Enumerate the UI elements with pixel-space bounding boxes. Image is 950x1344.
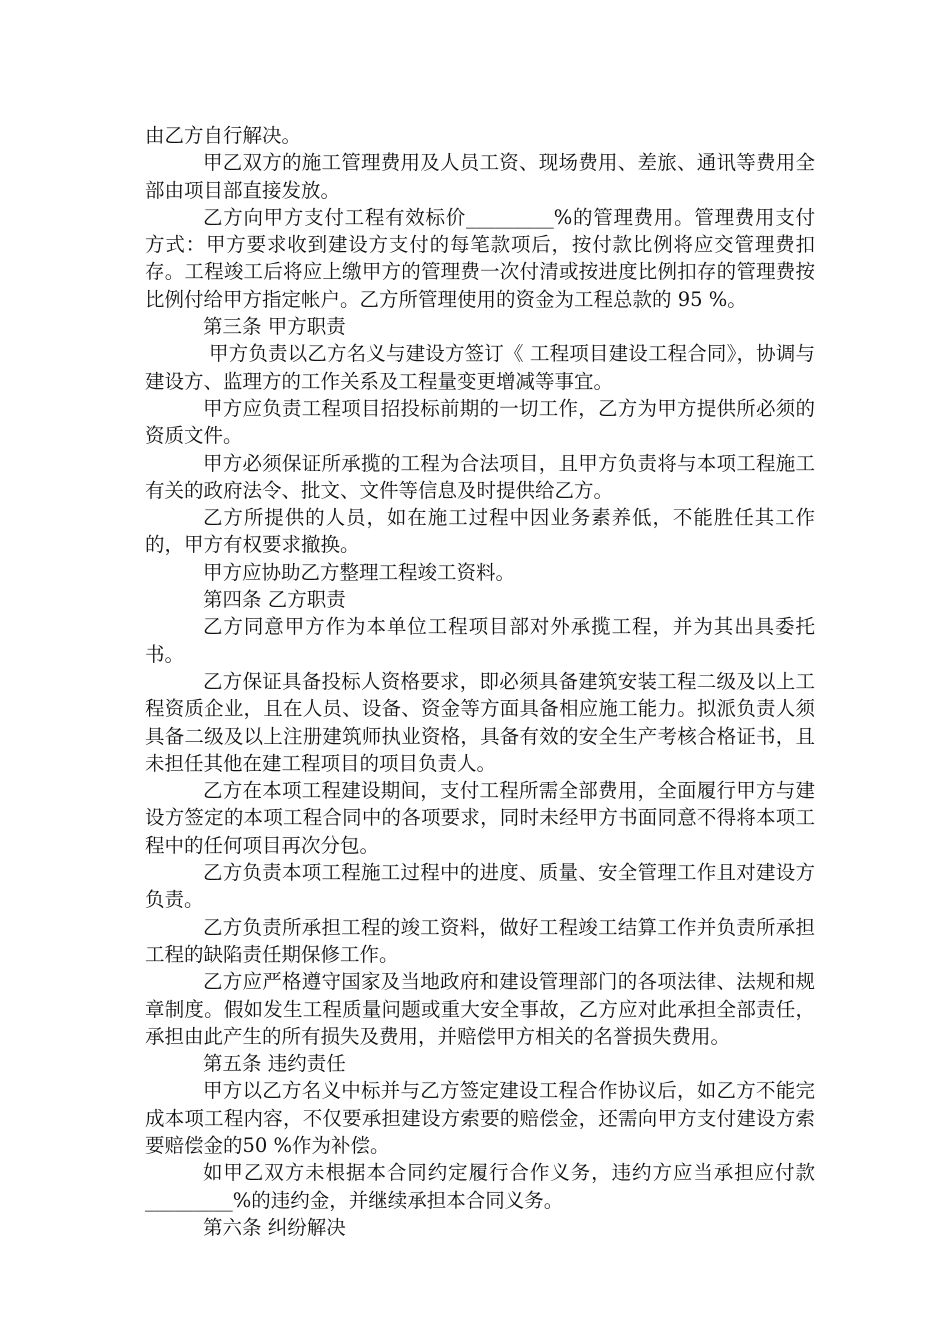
paragraph-continuation: 由乙方自行解决。 [145,124,302,147]
article-6-heading: 第六条 纠纷解决 [203,1215,346,1239]
paragraph-management-fee-rate: 乙方向甲方支付工程有效标价_________%的管理费用。管理费用支付方式：甲方要求收到建设方支付的每笔款项后，按付款比例将应交管理费扣存。工程竣工后将应上缴甲方的管理费一次付清或按进度比例扣存的管理费按比例付给甲方指定帐户。乙方所管理使用的资金为工程总款的 95 %。 [145,205,815,311]
paragraph-party-a-legal-project: 甲方必须保证所承揽的工程为合法项目，且甲方负责将与本项工程施工有关的政府法令、批文、文件等信息及时提供给乙方。 [145,451,815,502]
paragraph-breach-compensation: 甲方以乙方名义中标并与乙方签定建设工程合作协议后，如乙方不能完成本项工程内容，不仅要承担建设方索要的赔偿金，还需向甲方支付建设方索要赔偿金的50 %作为补偿。 [145,1079,815,1157]
article-3-heading: 第三条 甲方职责 [203,315,346,339]
paragraph-party-b-warranty: 乙方负责所承担工程的竣工资料，做好工程竣工结算工作并负责所承担工程的缺陷责任期保修工作。 [145,915,815,966]
paragraph-party-b-qualification: 乙方保证具备投标人资格要求，即必须具备建筑安装工程二级及以上工程资质企业，且在人员、设备、资金等方面具备相应施工能力。拟派负责人须具备二级及以上注册建筑师执业资格，具备有效的安全生产考核合格证书，且未担任其他在建工程项目的项目负责人。 [145,669,815,775]
paragraph-completion-documents: 甲方应协助乙方整理工程竣工资料。 [203,560,516,584]
paragraph-party-b-management: 乙方负责本项工程施工过程中的进度、质量、安全管理工作且对建设方负责。 [145,861,815,912]
paragraph-breach-penalty: 如甲乙双方未根据本合同约定履行合作义务，违约方应当承担应付款_________%的违约金，并继续承担本合同义务。 [145,1161,815,1212]
paragraph-party-b-costs: 乙方在本项工程建设期间，支付工程所需全部费用，全面履行甲方与建设方签定的本项工程合同中的各项要求，同时未经甲方书面同意不得将本项工程中的任何项目再次分包。 [145,779,815,857]
article-5-heading: 第五条 违约责任 [203,1052,346,1076]
paragraph-party-a-contract-signing: 甲方负责以乙方名义与建设方签订《 工程项目建设工程合同》，协调与建设方、监理方的工作关系及工程量变更增减等事宜。 [145,342,815,393]
paragraph-party-a-bidding-work: 甲方应负责工程项目招投标前期的一切工作，乙方为甲方提供所必须的资质文件。 [145,396,815,448]
document-body [145,122,815,1241]
paragraph-party-b-authorization: 乙方同意甲方作为本单位工程项目部对外承揽工程，并为其出具委托书。 [145,615,815,666]
paragraph-party-b-compliance: 乙方应严格遵守国家及当地政府和建设管理部门的各项法律、法规和规章制度。假如发生工程质量问题或重大安全事故，乙方应对此承担全部责任，承担由此产生的所有损失及费用，并赔偿甲方相关的名誉损失费用。 [145,970,815,1048]
paragraph-management-fees-payroll: 甲乙双方的施工管理费用及人员工资、现场费用、差旅、通讯等费用全部由项目部直接发放。 [145,151,815,202]
article-4-heading: 第四条 乙方职责 [203,588,346,612]
paragraph-personnel-replacement: 乙方所提供的人员，如在施工过程中因业务素养低，不能胜任其工作的，甲方有权要求撤换。 [145,506,815,557]
